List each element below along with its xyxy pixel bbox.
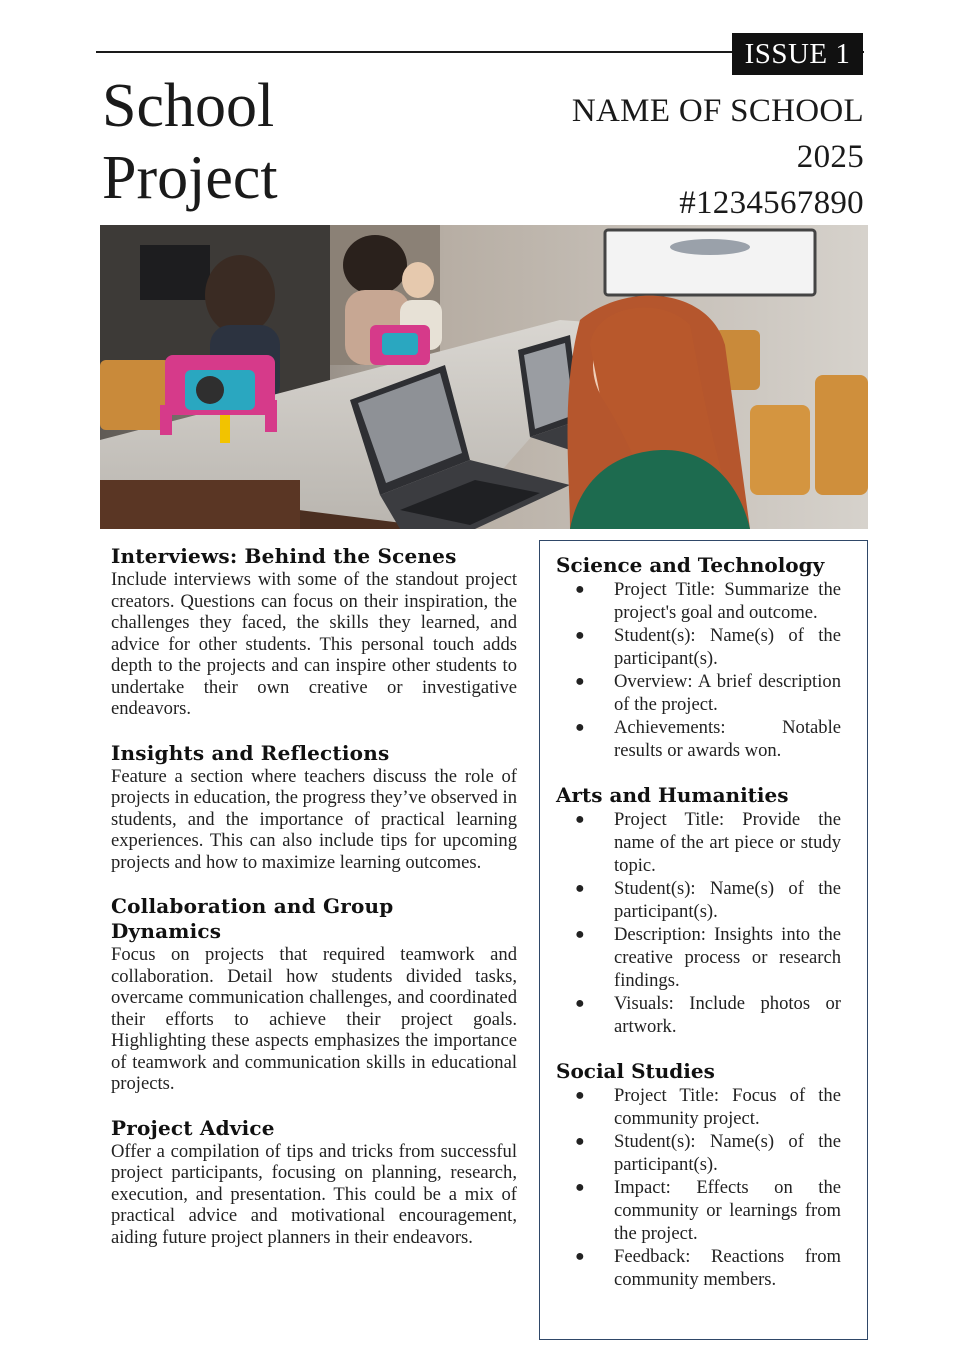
categories-sidebar [539, 540, 868, 1340]
article-collaboration [111, 894, 517, 1095]
bullet-icon: ● [575, 811, 585, 828]
list-item [556, 808, 841, 877]
article-heading: Interviews: Behind the Scenes [111, 544, 457, 568]
list-item-text: Student(s): Name(s) of the participant(s). [614, 625, 841, 669]
article-interviews [111, 544, 517, 720]
bullet-icon: ● [575, 926, 585, 943]
document-title [102, 70, 278, 214]
list-item [556, 1245, 841, 1291]
bullet-icon: ● [575, 673, 585, 690]
list-item [556, 670, 841, 716]
school-name: NAME OF SCHOOL [571, 93, 864, 129]
bullet-icon: ● [575, 581, 585, 598]
category-heading: Science and Technology [556, 553, 825, 577]
classroom-photo [100, 225, 868, 529]
list-item [556, 578, 841, 624]
list-item-text: Project Title: Focus of the community project. [614, 1085, 841, 1129]
school-info [572, 88, 864, 226]
bullet-icon: ● [575, 1133, 585, 1150]
list-item-text: Student(s): Name(s) of the participant(s). [614, 1131, 841, 1175]
contact-number: #1234567890 [679, 185, 864, 221]
category-list [556, 578, 841, 762]
bullet-icon: ● [575, 1087, 585, 1104]
list-item-text: Overview: A brief description of the project. [614, 671, 841, 715]
bullet-icon: ● [575, 1248, 585, 1265]
list-item [556, 992, 841, 1038]
article-heading: Project Advice [111, 1115, 275, 1140]
list-item-text: Project Title: Summarize the project's goal and outcome. [614, 579, 841, 623]
category-heading: Social Studies [556, 1059, 715, 1083]
category-heading: Arts and Humanities [556, 783, 789, 807]
category-list [556, 1084, 841, 1291]
bullet-icon: ● [575, 627, 585, 644]
article-body: Focus on projects that required teamwork and collaboration. Detail how students divided tasks, overcame communication challenges, and coordinated their efforts to achieve their project goals. Highlighting these aspects emphasizes the importance of teamwork and communication skills in educational projects. [111, 944, 517, 1094]
bullet-icon: ● [575, 1179, 585, 1196]
article-body: Feature a section where teachers discuss the role of projects in education, the progress they’ve observed in students, and the importance of practical learning experiences. This can also include tips for upcoming projects and how to maximize learning outcomes. [111, 765, 517, 873]
list-item [556, 716, 841, 762]
list-item [556, 877, 841, 923]
list-item [556, 624, 841, 670]
list-item-text: Student(s): Name(s) of the participant(s). [614, 878, 841, 922]
list-item-text: Achievements: Notable results or awards won. [614, 717, 841, 761]
category-arts-humanities [556, 782, 841, 1038]
article-body: Include interviews with some of the standout project creators. Questions can focus on their inspiration, the challenges they faced, the skills they learned, and advice for other students. This personal touch adds depth to the projects and can inspire other students to undertake their own creative or investigative endeavors. [111, 569, 517, 719]
bullet-icon: ● [575, 880, 585, 897]
category-science-technology [556, 552, 841, 762]
list-item-text: Visuals: Include photos or artwork. [614, 993, 841, 1037]
school-year: 2025 [796, 139, 864, 175]
article-project-advice [111, 1116, 517, 1249]
issue-badge: ISSUE 1 [732, 33, 863, 75]
article-heading: Insights and Reflections [111, 740, 390, 765]
classroom-photo-illustration [100, 225, 868, 529]
article-insights [111, 741, 517, 874]
bullet-icon: ● [575, 995, 585, 1012]
title-line-2: Project [102, 144, 278, 212]
title-line-1: School [102, 72, 275, 140]
bullet-icon: ● [575, 719, 585, 736]
left-column [111, 544, 517, 1269]
list-item [556, 1084, 841, 1130]
list-item [556, 923, 841, 992]
category-social-studies [556, 1058, 841, 1291]
list-item-text: Feedback: Reactions from community members. [614, 1246, 841, 1290]
list-item [556, 1130, 841, 1176]
list-item [556, 1176, 841, 1245]
list-item-text: Project Title: Provide the name of the art piece or study topic. [614, 809, 841, 876]
list-item-text: Description: Insights into the creative process or research findings. [614, 924, 841, 991]
category-list [556, 808, 841, 1038]
list-item-text: Impact: Effects on the community or learnings from the project. [614, 1177, 841, 1244]
article-body: Offer a compilation of tips and tricks from successful project participants, focusing on planning, research, execution, and presentation. This could be a mix of practical advice and motivational encouragement, aiding future project planners in their endeavors. [111, 1140, 517, 1248]
article-heading: Collaboration and Group Dynamics [111, 894, 394, 943]
